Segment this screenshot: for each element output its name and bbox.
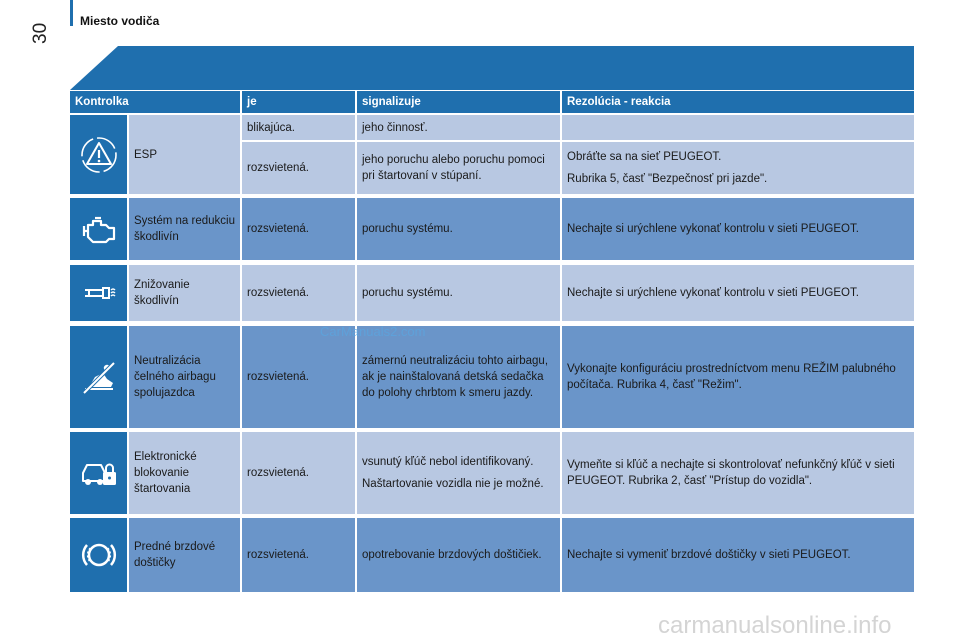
table-cell-name: [129, 265, 240, 321]
car-lock-icon: [79, 453, 119, 493]
table-cell-name: [129, 518, 240, 592]
table-row-icon-cell: [70, 115, 127, 194]
table-cell-resolution: [562, 265, 914, 321]
table-cell-state: [242, 326, 355, 428]
section-title: Miesto vodiča: [80, 14, 160, 28]
row-name-esp: ESP: [134, 148, 158, 161]
engine-icon: [79, 209, 119, 249]
table-cell-signal: [357, 142, 560, 194]
column-header-je: je: [242, 91, 355, 113]
table-row-icon-cell: [70, 265, 127, 321]
signal-text: poruchu systému.: [362, 223, 453, 235]
state-text: rozsvietená.: [247, 467, 310, 479]
page-number: 30: [30, 22, 51, 44]
table-cell-name: [129, 115, 240, 194]
table-row-icon-cell: [70, 326, 127, 428]
row-name-immobilizer: Elektronické blokovanie štartovania: [134, 451, 197, 495]
table-cell-signal: [357, 518, 560, 592]
table-row-icon-cell: [70, 432, 127, 514]
table-cell-name: [129, 432, 240, 514]
table-cell-state: [242, 518, 355, 592]
state-text: rozsvietená.: [247, 223, 310, 235]
brake-pads-icon: [79, 535, 119, 575]
airbag-off-icon: [79, 357, 119, 397]
table-cell-resolution: [562, 432, 914, 514]
table-cell-signal: [357, 265, 560, 321]
table-cell-resolution: [562, 326, 914, 428]
table-cell-signal: [357, 115, 560, 140]
row-name-emission-system: Systém na redukciu škodlivín: [134, 215, 235, 243]
row-name-brake-pads: Predné brzdové doštičky: [134, 541, 216, 569]
table-cell-state: [242, 432, 355, 514]
table-cell-signal: [357, 432, 560, 514]
table-row-icon-cell: [70, 198, 127, 260]
header-accent-bar: [70, 0, 73, 26]
row-name-emission-reduction: Znižovanie škodlivín: [134, 279, 190, 307]
table-cell-state: [242, 265, 355, 321]
resolution-text: Vykonajte konfiguráciu prostredníctvom menu REŽIM palubného počítača. Rubrika 4, časť "Režim".: [567, 363, 896, 391]
table-cell-state: [242, 115, 355, 140]
table-row-icon-cell: [70, 518, 127, 592]
table-cell-resolution: [562, 142, 914, 194]
state-text: rozsvietená.: [247, 162, 310, 174]
column-header-signalizuje: signalizuje: [357, 91, 560, 113]
signal-text: Naštartovanie vozidla nie je možné.: [362, 478, 544, 490]
table-cell-resolution: [562, 198, 914, 260]
signal-text: vsunutý kľúč nebol identifikovaný.: [362, 456, 534, 468]
signal-text: jeho činnosť.: [362, 121, 428, 134]
signal-text: zámernú neutralizáciu tohto airbagu, ak je nainštalovaná detská sedačka do polohy chrbtom k smeru jazdy.: [362, 355, 549, 399]
table-cell-signal: [357, 326, 560, 428]
table-cell-resolution: [562, 518, 914, 592]
signal-text: jeho poruchu alebo poruchu pomoci pri štartovaní v stúpaní.: [362, 154, 545, 182]
watermark-bottom[interactable]: carmanualsonline.info: [658, 612, 892, 639]
resolution-text: Nechajte si vymeniť brzdové doštičky v sieti PEUGEOT.: [567, 549, 851, 561]
table-cell-signal: [357, 198, 560, 260]
title-banner: [70, 46, 914, 90]
warning-triangle-icon: [79, 135, 119, 175]
signal-text: opotrebovanie brzdových doštičiek.: [362, 549, 542, 561]
state-text: rozsvietená.: [247, 371, 310, 383]
exhaust-icon: [79, 273, 119, 313]
resolution-text: Obráťte sa na sieť PEUGEOT.: [567, 151, 722, 163]
state-text: blikajúca.: [247, 121, 295, 134]
resolution-text: Nechajte si urýchlene vykonať kontrolu v sieti PEUGEOT.: [567, 287, 859, 299]
resolution-text: Vymeňte si kľúč a nechajte si skontrolovať nefunkčný kľúč v sieti PEUGEOT. Rubrika 2, časť "Prístup do vozidla".: [567, 459, 895, 487]
resolution-text: Rubrika 5, časť "Bezpečnosť pri jazde".: [567, 173, 768, 185]
table-cell-resolution: [562, 115, 914, 140]
state-text: rozsvietená.: [247, 287, 310, 299]
column-header-rezolucia: Rezolúcia - reakcia: [562, 91, 914, 113]
watermark-center: CarManuals2.com: [320, 324, 426, 339]
row-name-airbag: Neutralizácia čelného airbagu spolujazdca: [134, 355, 216, 399]
table-cell-state: [242, 198, 355, 260]
table-cell-name: [129, 198, 240, 260]
table-cell-state: [242, 142, 355, 194]
resolution-text: Nechajte si urýchlene vykonať kontrolu v sieti PEUGEOT.: [567, 223, 859, 235]
state-text: rozsvietená.: [247, 549, 310, 561]
table-cell-name: [129, 326, 240, 428]
column-header-kontrolka: Kontrolka: [70, 91, 240, 113]
signal-text: poruchu systému.: [362, 287, 453, 299]
